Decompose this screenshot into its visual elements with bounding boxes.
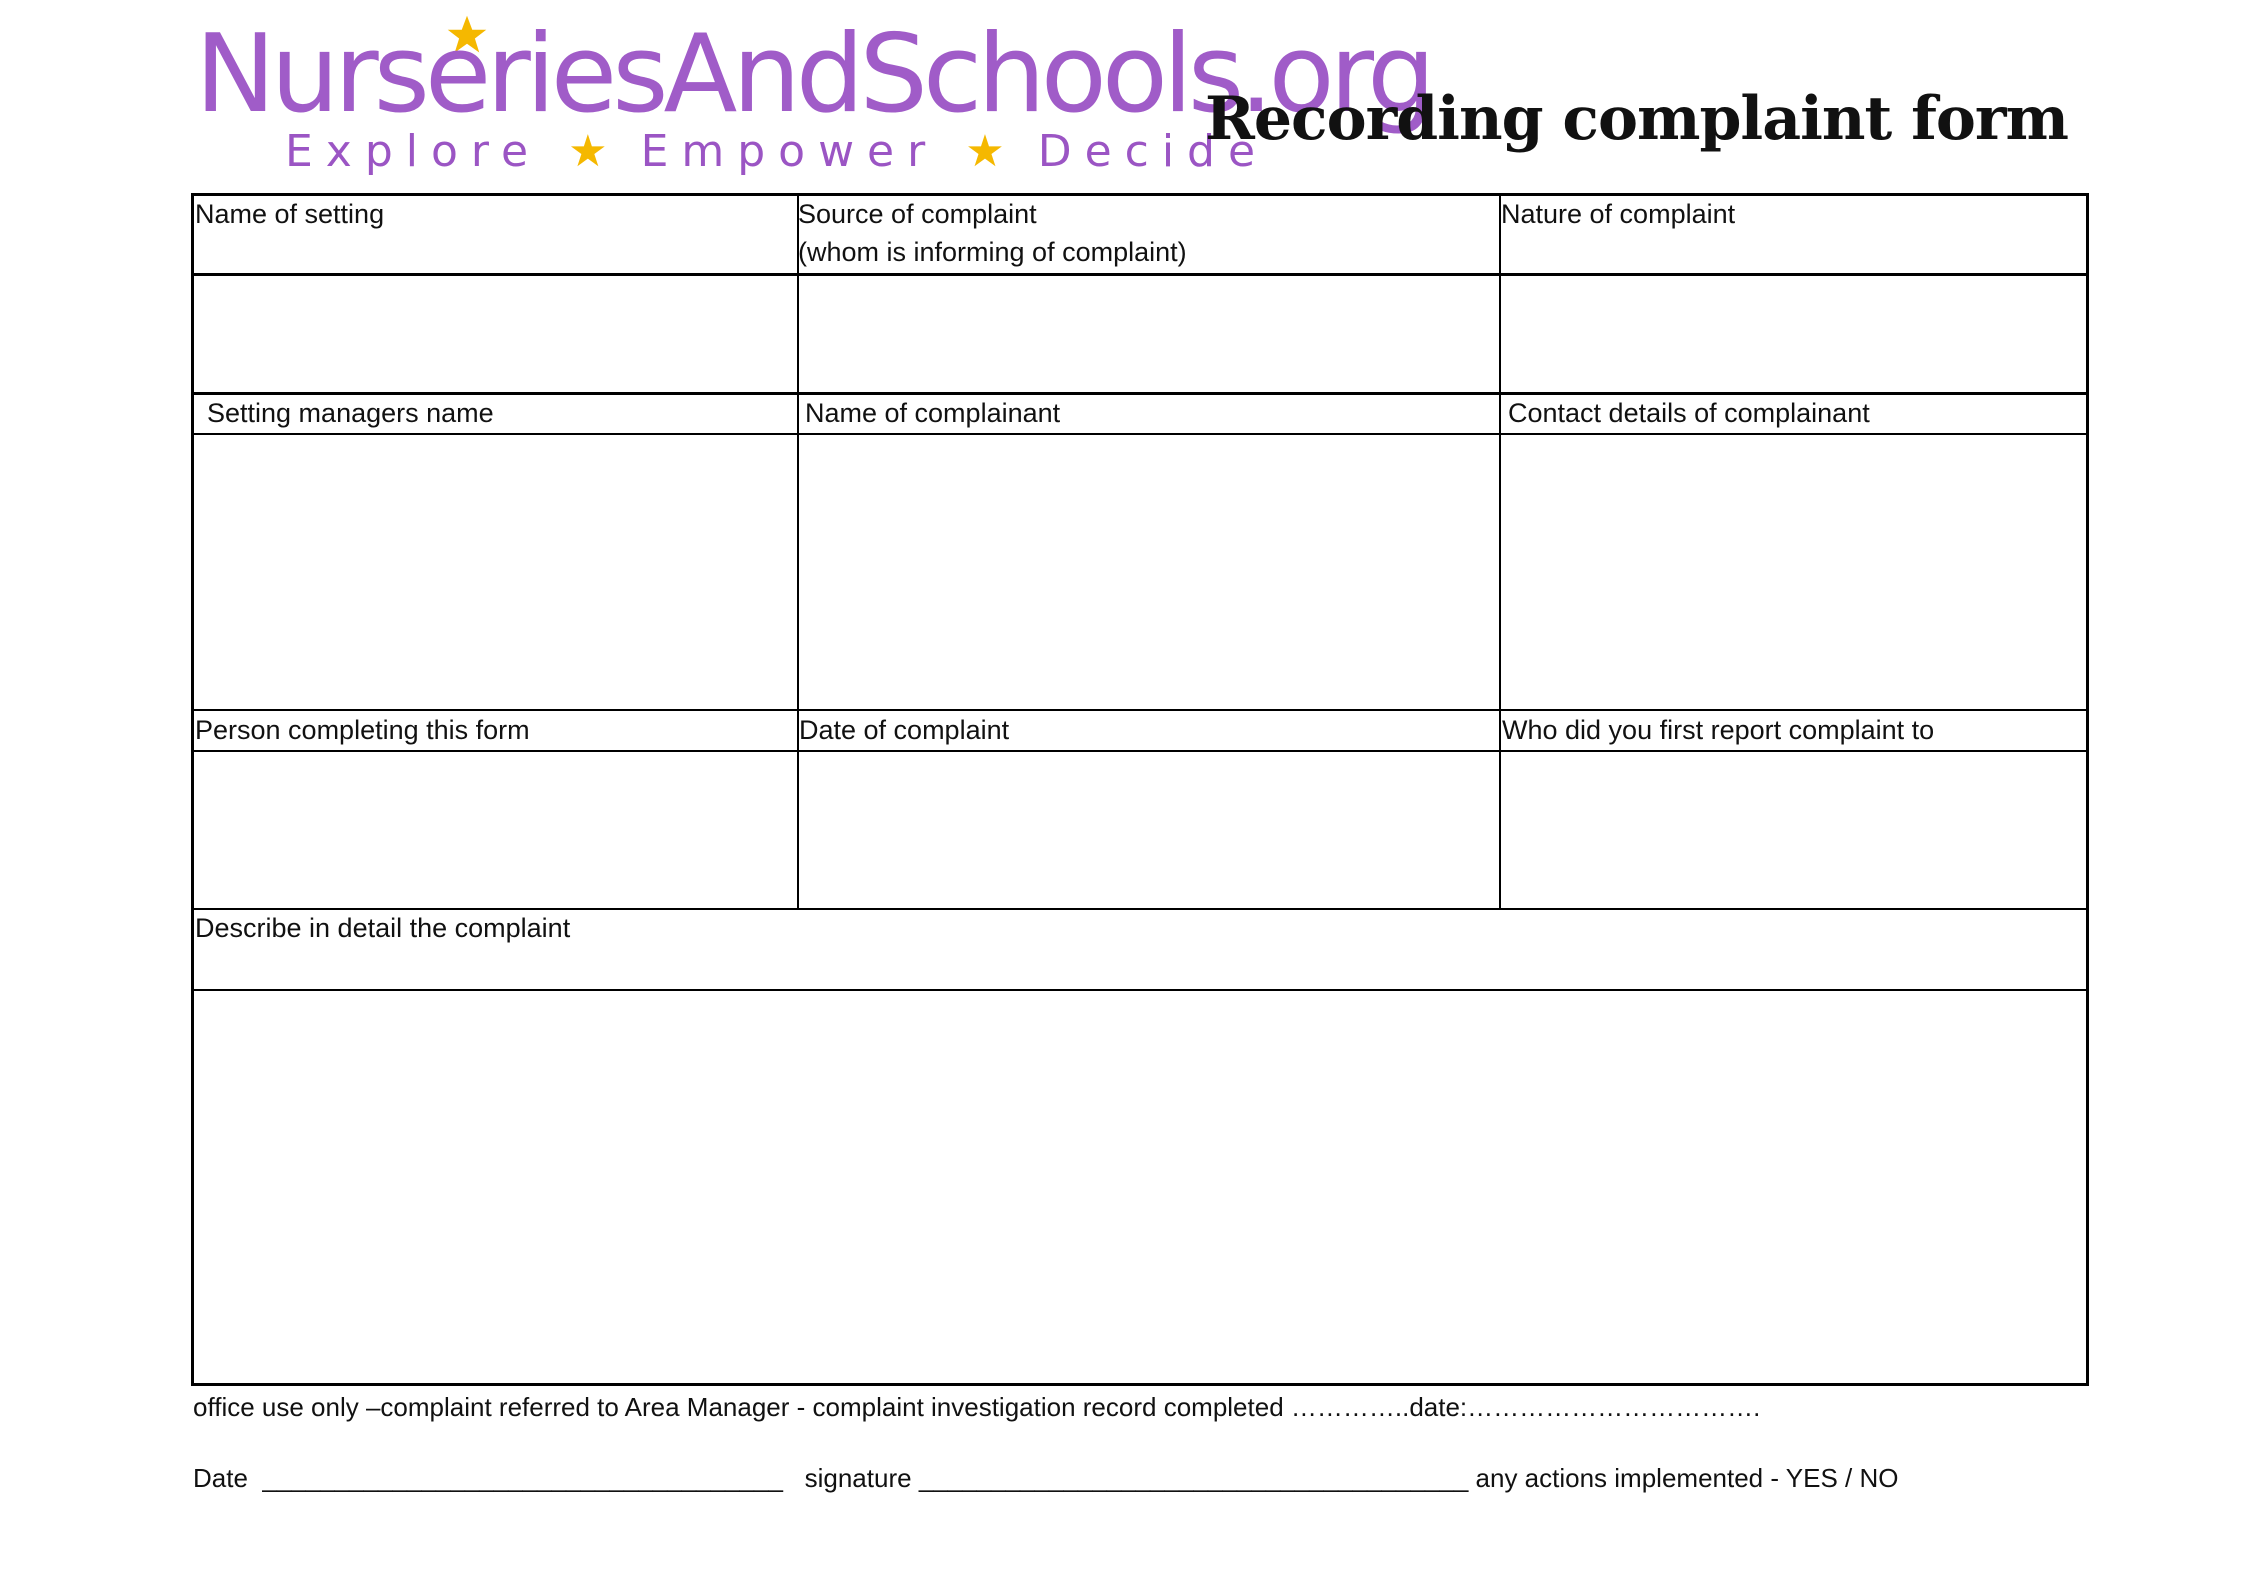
tagline-star-icon: ★ — [568, 126, 614, 177]
tagline-word: Explore — [285, 126, 542, 177]
field-nature-of-complaint[interactable] — [1501, 276, 2086, 392]
signature-label: signature — [804, 1463, 912, 1493]
tagline-word: Decide — [1037, 126, 1269, 177]
field-first-reported-to[interactable] — [1501, 752, 2086, 908]
label-source-of-complaint: Source of complaint — [798, 199, 1037, 229]
table-border — [191, 193, 2089, 196]
field-source-of-complaint[interactable] — [799, 276, 1499, 392]
field-setting-managers-name[interactable] — [194, 435, 797, 709]
label-name-of-setting: Name of setting — [195, 199, 385, 229]
field-describe-complaint[interactable] — [194, 991, 2086, 1383]
label-setting-managers-name: Setting managers name — [207, 398, 494, 428]
tagline-word: Empower — [640, 126, 939, 177]
actions-implemented-text: any actions implemented - YES / NO — [1475, 1463, 1899, 1493]
label-contact-details: Contact details of complainant — [1508, 398, 1870, 428]
label-date-of-complaint: Date of complaint — [799, 715, 1010, 745]
field-date-of-complaint[interactable] — [799, 752, 1499, 908]
office-use-note: office use only –complaint referred to Area Manager - complaint investigation record completed …………..date:……………………………. — [193, 1392, 1761, 1422]
date-label: Date — [193, 1463, 248, 1493]
date-blank-field[interactable]: ____________________________________ — [262, 1463, 783, 1493]
complaint-form-table — [191, 193, 2089, 1386]
label-describe-complaint: Describe in detail the complaint — [195, 913, 571, 943]
tagline-star-icon: ★ — [965, 126, 1011, 177]
signature-blank-field[interactable]: ______________________________________ — [918, 1463, 1469, 1493]
field-person-completing-form[interactable] — [194, 752, 797, 908]
label-person-completing-form: Person completing this form — [195, 715, 530, 745]
label-name-of-complainant: Name of complainant — [805, 398, 1061, 428]
field-contact-details[interactable] — [1501, 435, 2086, 709]
logo — [195, 12, 1431, 184]
label-nature-of-complaint: Nature of complaint — [1501, 199, 1736, 229]
logo-tagline — [285, 126, 1268, 179]
label-first-reported-to: Who did you first report complaint to — [1502, 715, 1935, 745]
table-border — [191, 1383, 2089, 1386]
field-name-of-setting[interactable] — [194, 276, 797, 392]
label-source-subtext: (whom is informing of complaint) — [798, 237, 1187, 267]
logo-brand: NurseriesAndSchools.org — [195, 12, 1431, 137]
table-border — [2086, 193, 2089, 1386]
form-title: Recording complaint form — [1205, 84, 2069, 154]
field-name-of-complainant[interactable] — [799, 435, 1499, 709]
footer-signoff-line — [193, 1463, 1898, 1494]
